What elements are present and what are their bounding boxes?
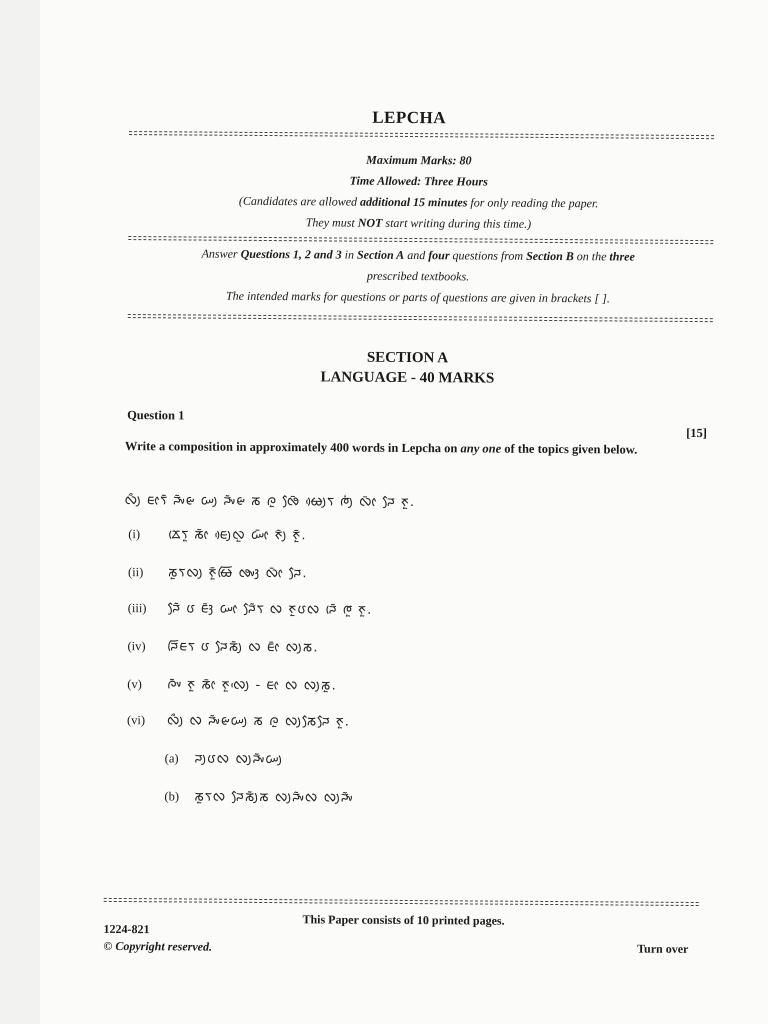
answer-instructions: Answer Questions 1, 2 and 3 in Section A and four questions from Section B on the three prescribed textbooks. The intended marks for questions or parts of questions are given in brackets [ ]. (148, 243, 688, 310)
time-allowed: Time Allowed: Three Hours (349, 173, 488, 189)
paper-title: LEPCHA (372, 107, 447, 128)
marks-note: The intended marks for questions or parts of questions are given in brackets [ ]. (225, 288, 610, 306)
topic-item: (ii) ᰕᰬᰛᰜᰪ ᰉᰬᰳᰄᰩ ᰒᰤᰫ ᰜᰦᰳ ᰎᰧ. (127, 565, 308, 582)
topic-item: (v) ᰍᰤᰶ ᰉᰬ ᰕᰦᰳ ᰉᰬᰜᰪᰵ - ᰀᰦ ᰜ ᰜᰪᰕᰬ. (127, 677, 337, 694)
divider (128, 314, 713, 319)
turn-over-note: Turn over (637, 941, 689, 956)
page-content (103, 0, 710, 1026)
footer-divider (104, 898, 699, 903)
section-heading: SECTION A LANGUAGE - 40 MARKS (320, 349, 495, 387)
paper-code: 1224-821 (103, 921, 150, 937)
subtopic-item: (b) ᰕᰬᰛᰜ ᰎᰧᰕᰪᰶᰕ ᰜᰪᰎᰤᰶᰜ ᰜᰪᰎᰤᰶ (164, 789, 354, 806)
topic-item: (iv) ᰎᰩᰀᰛ ᰂ ᰎᰧᰕᰪᰶ ᰜ ᰀᰦᰳ ᰜᰪᰕ. (127, 639, 319, 656)
max-marks: Maximum Marks: 80 (366, 152, 472, 168)
divider (128, 236, 713, 241)
copyright-note: © Copyright reserved. (103, 938, 213, 954)
question-label: Question 1 (127, 408, 185, 423)
lepcha-instruction: ᰜᰪᰰ ᰀᰦᰛᰶ ᰎᰤᰶᰡ ᰠᰪ ᰎᰤᰶᰡ ᰕ ᰍᰬ ᰒᰧᰳ ᰄᰪᰴᰛ ᰈᰪᰭ ᰜᰦᰳ ᰎᰧ ᰉᰬ. (124, 493, 416, 511)
reading-time-note-2: They must NOT start writing during this time.) (305, 215, 532, 231)
topic-item: (i) ᰇᰨᰛᰬ ᰕᰦᰳ ᰀᰪᰴᰜᰬ ᰠᰦᰳ ᰉᰪᰳ ᰉᰬᰳ. (128, 527, 307, 544)
subtopic-item: (a) ᰎᰪᰂᰜ ᰜᰪᰎᰤᰶᰠᰪ (164, 751, 284, 768)
divider (129, 131, 714, 136)
topic-item: (iii) ᰎᰧᰶ ᰂ ᰀᰫᰳ ᰠᰦ ᰎᰧᰶᰛ ᰜ ᰉᰬᰂᰜ ᰎᰨᰶ ᰈᰬ ᰉᰬ. (127, 601, 373, 618)
page-edge (0, 0, 40, 1024)
question-text: Write a composition in approximately 400 words in Lepcha on any one of the topics given below. (124, 439, 638, 457)
reading-time-note: (Candidates are allowed additional 15 minutes for only reading the paper. (238, 193, 599, 211)
topic-item: (vi) ᰜᰪᰰ ᰜ ᰎᰤᰶᰡᰠᰪ ᰕ ᰍᰬ ᰜᰪᰕᰧᰎᰧ ᰉᰬ. (126, 713, 351, 730)
question-marks: [15] (686, 425, 708, 441)
exam-meta (148, 148, 689, 236)
pages-note: This Paper consists of 10 printed pages. (302, 912, 505, 928)
